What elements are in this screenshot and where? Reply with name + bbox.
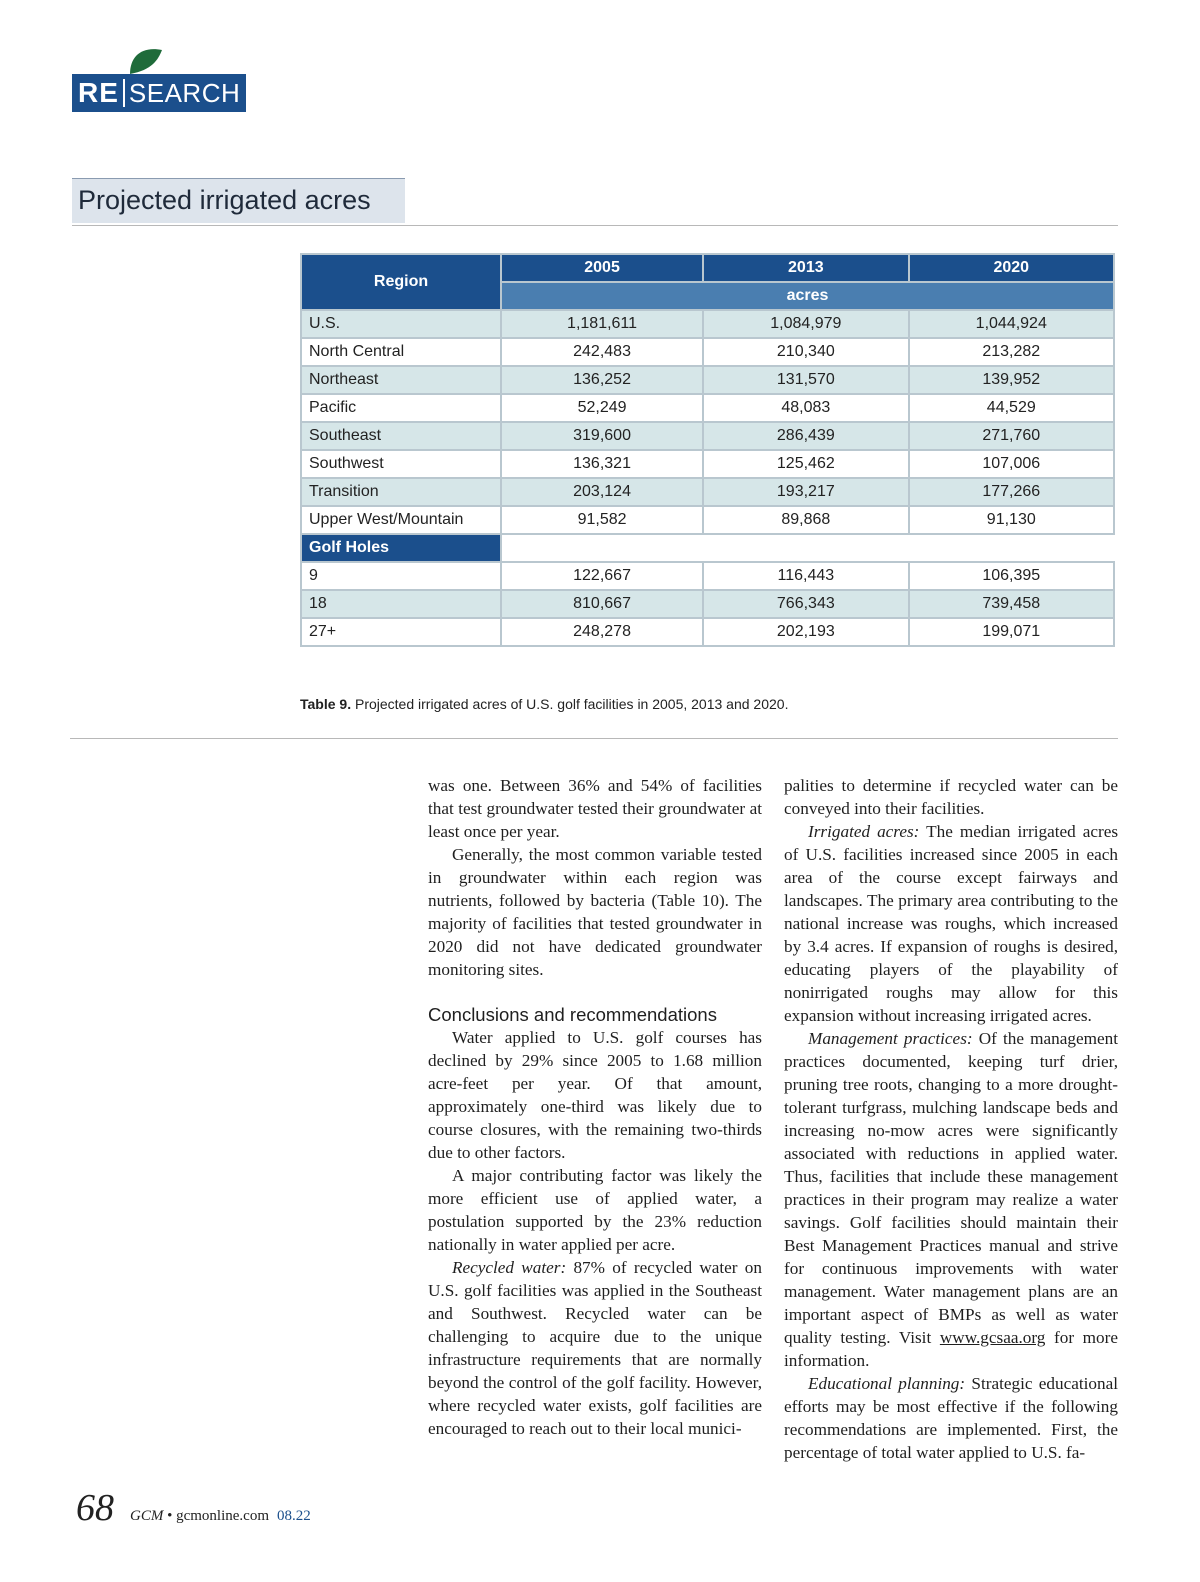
paragraph-text: Of the management practices documented, keeping turf drier, pruning tree roots, changing to a more drought-tolerant turfgrass, mulching landscape beds and increasing no-mow acres were significantly associated with reductions in applied water. Thus, facilities that include these management practices in their program may realize a water savings. Golf facilities should maintain their Best Management Practices manual and strive for continuous improvements with water management. Water management plans are an important aspect of BMPs as well as water quality testing. Visit [784,1029,1118,1347]
paragraph-text: Strategic educational efforts may be most effective if the following recommendations are implemented. First, the percentage of total water applied to U.S. fa- [784,1374,1118,1462]
unit-header: acres [501,282,1114,310]
table-row [301,422,1114,450]
text-column-right [784,774,1118,1464]
irrigated-acres-table [300,253,1115,647]
table-cell: 271,760 [909,422,1114,450]
table-cell: 44,529 [909,394,1114,422]
leaf-icon [128,46,162,74]
region-name: Southwest [301,450,501,478]
year-header: 2013 [703,254,908,282]
research-logo [72,46,246,112]
region-name: Northeast [301,366,501,394]
caption-text: Projected irrigated acres of U.S. golf facilities in 2005, 2013 and 2020. [351,696,789,712]
logo-search: SEARCH [128,77,241,108]
group-header-row [301,534,1114,562]
table-cell: 202,193 [703,618,908,646]
section-title [72,178,405,223]
region-name: Pacific [301,394,501,422]
table-row [301,618,1114,646]
run-in-head: Management practices: [808,1029,973,1048]
region-header: Region [301,254,501,310]
table-cell: 199,071 [909,618,1114,646]
table-cell: 739,458 [909,590,1114,618]
region-name: U.S. [301,310,501,338]
logo-separator [123,79,125,107]
table-cell: 91,582 [501,506,703,534]
table-cell: 136,252 [501,366,703,394]
section-title-text: Projected irrigated acres [78,185,371,215]
table-row [301,450,1114,478]
table-cell: 1,044,924 [909,310,1114,338]
table-cell: 193,217 [703,478,908,506]
region-name: Transition [301,478,501,506]
table-cell: 116,443 [703,562,908,590]
region-name: Upper West/Mountain [301,506,501,534]
region-name: North Central [301,338,501,366]
region-name: Southeast [301,422,501,450]
table-row [301,506,1114,534]
paragraph [784,1372,1118,1464]
table-cell: 286,439 [703,422,908,450]
paragraph [428,1256,762,1440]
table-cell: 319,600 [501,422,703,450]
paragraph: A major contributing factor was likely the more efficient use of applied water, a postulation supported by the 23% reduction nationally in water applied per acre. [428,1166,762,1254]
publication-name: GCM [130,1508,164,1524]
table-row [301,310,1114,338]
paragraph-text: 87% of recycled water on U.S. golf facilities was applied in the Southeast and Southwest. Recycled water can be challenging to acquire due to the unique infrastructure requirements that are normally beyond the control of the golf facility. However, where recycled water exists, golf facilities are encouraged to reach out to their local munici- [428,1258,762,1438]
table-cell: 213,282 [909,338,1114,366]
paragraph-text: for more information. [784,1328,1118,1370]
run-in-head: Irrigated acres: [808,822,920,841]
table-row [301,366,1114,394]
gcsaa-link[interactable]: www.gcsaa.org [939,1328,1046,1347]
paragraph-text: The median irrigated acres of U.S. facilities increased since 2005 in each area of the course except fairways and landscapes. The primary area contributing to the national increase was roughs, which increased by 3.4 acres. If expansion of roughs is desired, educating players of the playability of nonirrigated roughs may allow for this expansion without increasing irrigated acres. [784,822,1119,1025]
table-row [301,562,1114,590]
divider [70,738,1118,739]
table-cell: 106,395 [909,562,1114,590]
table-cell: 107,006 [909,450,1114,478]
table-cell: 248,278 [501,618,703,646]
table-cell: 177,266 [909,478,1114,506]
table-cell: 48,083 [703,394,908,422]
table-cell: 210,340 [703,338,908,366]
table-row [301,394,1114,422]
table-cell: 1,181,611 [501,310,703,338]
table-cell: 242,483 [501,338,703,366]
paragraph: palities to determine if recycled water can be conveyed into their facilities. [784,776,1118,818]
table-cell: 139,952 [909,366,1114,394]
run-in-head: Educational planning: [808,1374,966,1393]
year-header: 2020 [909,254,1114,282]
year-header: 2005 [501,254,703,282]
holes-name: 27+ [301,618,501,646]
table-cell: 1,084,979 [703,310,908,338]
run-in-head: Recycled water: [452,1258,567,1277]
table-row [301,338,1114,366]
table-cell: 89,868 [703,506,908,534]
divider [72,225,1118,226]
paragraph: Water applied to U.S. golf courses has declined by 29% since 2005 to 1.68 million acre-feet per year. Of that amount, approximately one-third was likely due to course closures, with the remaining two-thirds due to other factors. [428,1028,762,1162]
paragraph: was one. Between 36% and 54% of facilities that test groundwater tested their groundwater at least once per year. [428,776,762,841]
website: gcmonline.com [176,1508,270,1524]
table-cell: 131,570 [703,366,908,394]
text-column-left [428,774,762,1440]
table-cell: 810,667 [501,590,703,618]
page-footer [76,1486,311,1529]
bullet: • [163,1508,177,1524]
publication [130,1508,269,1525]
golf-holes-header: Golf Holes [301,534,501,562]
table-row [301,590,1114,618]
table-cell: 766,343 [703,590,908,618]
table-cell: 91,130 [909,506,1114,534]
issue-date: 08.22 [277,1508,311,1524]
caption-label: Table 9. [300,696,352,712]
table-cell: 52,249 [501,394,703,422]
logo-re: RE [78,77,119,108]
paragraph: Generally, the most common variable tested in groundwater within each region was nutrients, followed by bacteria (Table 10). The majority of facilities that tested groundwater in 2020 did not have dedicated groundwater monitoring sites. [428,845,762,979]
table-cell: 136,321 [501,450,703,478]
page-number: 68 [76,1487,114,1529]
subheading: Conclusions and recommendations [428,1004,717,1025]
holes-name: 9 [301,562,501,590]
table-cell: 203,124 [501,478,703,506]
blank-cell [501,534,1114,562]
table-caption [300,696,788,712]
table-cell: 125,462 [703,450,908,478]
paragraph [784,820,1118,1027]
holes-name: 18 [301,590,501,618]
table-cell: 122,667 [501,562,703,590]
logo-box [72,74,246,112]
table-row [301,478,1114,506]
paragraph [784,1027,1118,1372]
